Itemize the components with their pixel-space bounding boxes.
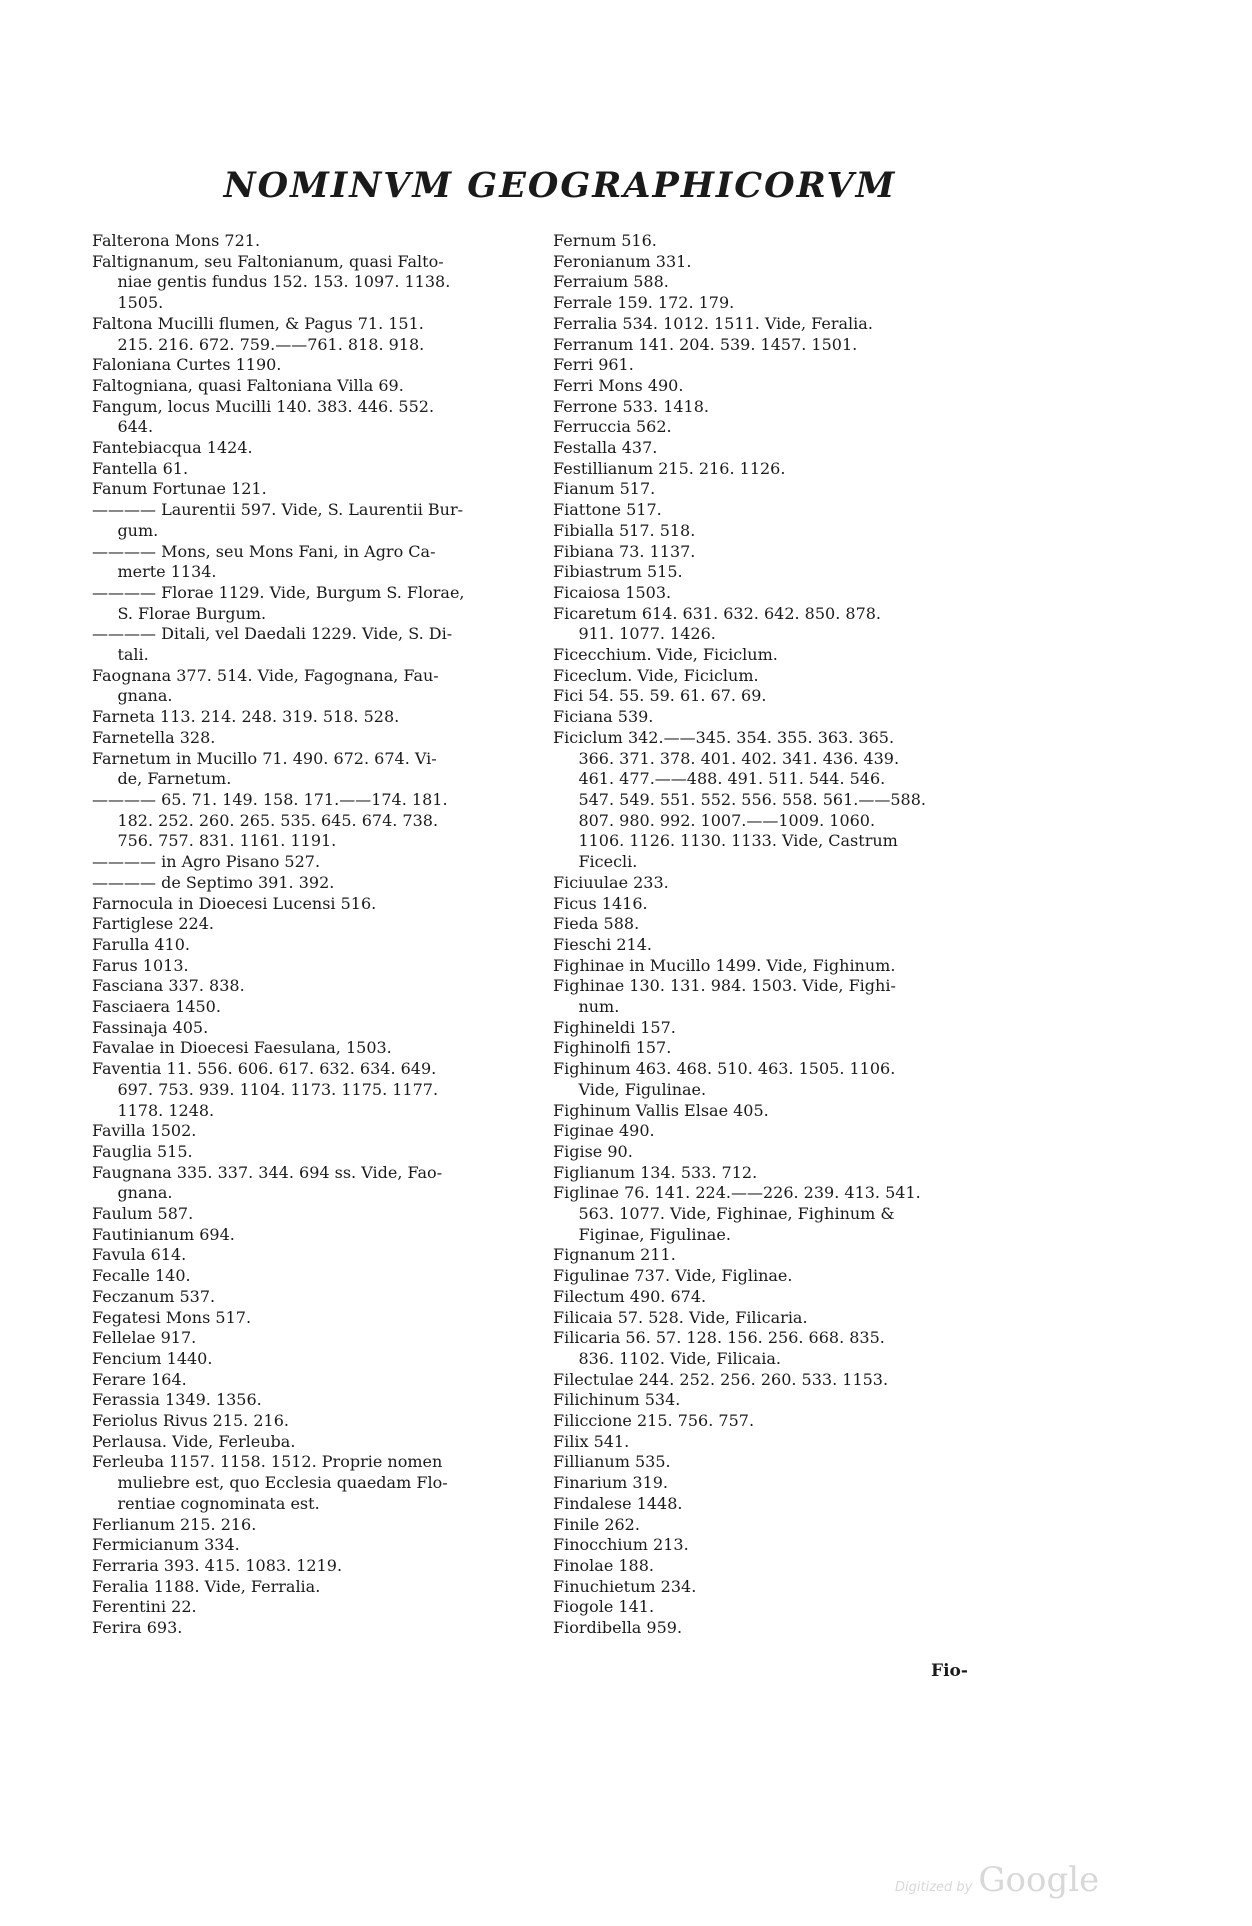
digitized-watermark bbox=[895, 1860, 1099, 1900]
index-entry: Fautinianum 694. bbox=[92, 1224, 235, 1244]
index-entry: Figlianum 134. 533. 712. bbox=[553, 1162, 758, 1182]
index-entry: Figinae 490. bbox=[553, 1121, 655, 1141]
index-entry: Fieschi 214. bbox=[553, 934, 652, 954]
index-entry: Fellelae 917. bbox=[92, 1328, 197, 1348]
index-entry: Ferraium 588. bbox=[553, 272, 669, 292]
index-entry: Ferassia 1349. 1356. bbox=[92, 1390, 262, 1410]
index-entry: Fantella 61. bbox=[92, 458, 189, 478]
index-entry: Figulinae 737. Vide, Figlinae. bbox=[553, 1266, 793, 1286]
index-entry: Fiattone 517. bbox=[553, 500, 662, 520]
index-entry: Finile 262. bbox=[553, 1514, 640, 1534]
index-entry: Faloniana Curtes 1190. bbox=[92, 355, 282, 375]
index-entry: Ferrale 159. 172. 179. bbox=[553, 293, 735, 313]
index-entry: Fermicianum 334. bbox=[92, 1535, 240, 1555]
index-column-right bbox=[553, 231, 1033, 1639]
index-entry: Fassinaja 405. bbox=[92, 1017, 209, 1037]
watermark-logo-text: Google bbox=[978, 1860, 1100, 1900]
index-entry: Filectulae 244. 252. 256. 260. 533. 1153. bbox=[553, 1369, 889, 1389]
index-entry: Faltignanum, seu Faltonianum, quasi Falto- niae gentis fundus 152. 153. 1097. 1138. 1505. bbox=[92, 251, 451, 313]
index-entry: Fernum 516. bbox=[553, 231, 657, 250]
index-entry: Farus 1013. bbox=[92, 955, 189, 975]
index-entry: Farnocula in Dioecesi Lucensi 516. bbox=[92, 893, 377, 913]
index-entry: Fighinum 463. 468. 510. 463. 1505. 1106. Vide, Figulinae. bbox=[553, 1059, 896, 1099]
index-column-left bbox=[92, 231, 547, 1639]
index-entry: Farulla 410. bbox=[92, 934, 190, 954]
index-entry: Fieda 588. bbox=[553, 914, 640, 934]
index-entry: Fighineldi 157. bbox=[553, 1017, 676, 1037]
index-entry: Ferrone 533. 1418. bbox=[553, 396, 709, 416]
index-entry: Fanum Fortunae 121. bbox=[92, 479, 267, 499]
index-entry: Faognana 377. 514. Vide, Fagognana, Fau- gnana. bbox=[92, 665, 439, 706]
index-entry: Finarium 319. bbox=[553, 1473, 669, 1493]
index-entry: Fibiana 73. 1137. bbox=[553, 541, 696, 561]
index-entry: Fangum, locus Mucilli 140. 383. 446. 552. 644. bbox=[92, 396, 435, 437]
index-entry: Faltogniana, quasi Faltoniana Villa 69. bbox=[92, 375, 404, 395]
index-entry: Fauglia 515. bbox=[92, 1141, 193, 1161]
index-entry: Ficaiosa 1503. bbox=[553, 582, 672, 602]
index-entry: Feralia 1188. Vide, Ferralia. bbox=[92, 1576, 321, 1596]
index-entry: Filectum 490. 674. bbox=[553, 1286, 707, 1306]
index-entry: Figlinae 76. 141. 224.——226. 239. 413. 541. 563. 1077. Vide, Fighinae, Fighinum & Figinae, Figulinae. bbox=[553, 1183, 921, 1244]
watermark-small-text: Digitized by bbox=[895, 1880, 973, 1895]
index-entry: Fiogole 141. bbox=[553, 1597, 655, 1617]
index-entry: Fignanum 211. bbox=[553, 1245, 676, 1265]
index-entry: ———— 65. 71. 149. 158. 171.——174. 181. 182. 252. 260. 265. 535. 645. 674. 738. 756. 757. 831. 1161. 1191. bbox=[92, 789, 448, 851]
index-entry: Filix 541. bbox=[553, 1431, 630, 1451]
index-entry: Favalae in Dioecesi Faesulana, 1503. bbox=[92, 1038, 392, 1058]
index-entry: Ficiana 539. bbox=[553, 707, 654, 727]
index-entry: Ficiclum 342.——345. 354. 355. 363. 365. 366. 371. 378. 401. 402. 341. 436. 439. 461. 477.——488. 491. 511. 544. 546. 547. 549. 551. 552. 556. 558. 561.——588. 807. 980. 992. 1007.——1009. 1060. 1106. 1126. 1130. 1133. Vide, Castrum Ficecli. bbox=[553, 727, 926, 872]
index-entry: Ferentini 22. bbox=[92, 1597, 197, 1617]
index-entry: Fecalle 140. bbox=[92, 1266, 191, 1286]
index-entry: Finuchietum 234. bbox=[553, 1576, 697, 1596]
index-entry: Ficus 1416. bbox=[553, 893, 648, 913]
index-entry: Fegatesi Mons 517. bbox=[92, 1307, 252, 1327]
index-entry: Ferare 164. bbox=[92, 1369, 187, 1389]
index-entry: Finocchium 213. bbox=[553, 1535, 689, 1555]
index-entry: Farneta 113. 214. 248. 319. 518. 528. bbox=[92, 707, 400, 727]
index-entry: Filichinum 534. bbox=[553, 1390, 681, 1410]
index-entry: Fici 54. 55. 59. 61. 67. 69. bbox=[553, 686, 767, 706]
catchword: Fio- bbox=[931, 1661, 968, 1681]
index-entry: Fibialla 517. 518. bbox=[553, 520, 696, 540]
index-entry: Feczanum 537. bbox=[92, 1286, 216, 1306]
index-entry: ———— Laurentii 597. Vide, S. Laurentii Bur- gum. bbox=[92, 500, 464, 540]
index-entry: Festillianum 215. 216. 1126. bbox=[553, 458, 786, 478]
index-entry: Faulum 587. bbox=[92, 1204, 194, 1224]
index-entry: ———— Mons, seu Mons Fani, in Agro Ca- merte 1134. bbox=[92, 541, 436, 582]
index-entry: Fasciana 337. 838. bbox=[92, 976, 245, 996]
index-entry: Findalese 1448. bbox=[553, 1493, 683, 1513]
index-entry: Favula 614. bbox=[92, 1245, 187, 1265]
index-entry: Filiccione 215. 756. 757. bbox=[553, 1411, 755, 1431]
index-entry: ———— de Septimo 391. 392. bbox=[92, 872, 335, 892]
index-entry: Fantebiacqua 1424. bbox=[92, 438, 253, 458]
index-entry: Ficeclum. Vide, Ficiclum. bbox=[553, 665, 759, 685]
index-entry: Fasciaera 1450. bbox=[92, 997, 221, 1017]
index-entry: Ferlianum 215. 216. bbox=[92, 1514, 257, 1534]
index-entry: Ficecchium. Vide, Ficiclum. bbox=[553, 645, 778, 665]
index-entry: Figise 90. bbox=[553, 1141, 633, 1161]
index-entry: Ficaretum 614. 631. 632. 642. 850. 878. 911. 1077. 1426. bbox=[553, 603, 882, 644]
index-entry: Festalla 437. bbox=[553, 438, 658, 458]
index-entry: Fibiastrum 515. bbox=[553, 562, 683, 582]
index-entry: Fighinae 130. 131. 984. 1503. Vide, Fighi- num. bbox=[553, 976, 896, 1017]
index-entry: Falterona Mons 721. bbox=[92, 231, 261, 250]
index-entry: ———— Florae 1129. Vide, Burgum S. Florae, S. Florae Burgum. bbox=[92, 582, 465, 623]
index-entry: Faugnana 335. 337. 344. 694 ss. Vide, Fao- gnana. bbox=[92, 1162, 443, 1203]
index-entry: Fillianum 535. bbox=[553, 1452, 671, 1472]
index-entry: Ferira 693. bbox=[92, 1618, 183, 1638]
index-entry: Faltona Mucilli flumen, & Pagus 71. 151. 215. 216. 672. 759.——761. 818. 918. bbox=[92, 313, 425, 354]
index-entry: Ferri Mons 490. bbox=[553, 375, 684, 395]
index-entry: Feronianum 331. bbox=[553, 251, 692, 271]
index-entry: Fianum 517. bbox=[553, 479, 656, 499]
index-entry: Farnetella 328. bbox=[92, 727, 216, 747]
index-entry: Fencium 1440. bbox=[92, 1348, 213, 1368]
index-entry: Favilla 1502. bbox=[92, 1121, 197, 1141]
index-entry: Ficiuulae 233. bbox=[553, 872, 669, 892]
index-entry: Filicaria 56. 57. 128. 156. 256. 668. 835. 836. 1102. Vide, Filicaia. bbox=[553, 1328, 885, 1368]
index-entry: Ferranum 141. 204. 539. 1457. 1501. bbox=[553, 334, 858, 354]
page-title: NOMINVM GEOGRAPHICORVM bbox=[223, 165, 897, 206]
index-entry: Fighinae in Mucillo 1499. Vide, Fighinum. bbox=[553, 955, 896, 975]
index-entry: Filicaia 57. 528. Vide, Filicaria. bbox=[553, 1307, 808, 1327]
index-entry: Ferri 961. bbox=[553, 355, 634, 375]
index-entry: Ferralia 534. 1012. 1511. Vide, Feralia. bbox=[553, 313, 873, 333]
index-entry: ———— Ditali, vel Daedali 1229. Vide, S. Di- tali. bbox=[92, 624, 453, 665]
index-entry: Ferleuba 1157. 1158. 1512. Proprie nomen muliebre est, quo Ecclesia quaedam Flo- rentiae cognominata est. bbox=[92, 1452, 448, 1513]
index-entry: Ferruccia 562. bbox=[553, 417, 672, 437]
index-entry: Fighinum Vallis Elsae 405. bbox=[553, 1100, 769, 1120]
index-entry: Feriolus Rivus 215. 216. bbox=[92, 1411, 289, 1431]
index-entry: Faventia 11. 556. 606. 617. 632. 634. 649. 697. 753. 939. 1104. 1173. 1175. 1177. 1178. 1248. bbox=[92, 1059, 439, 1120]
index-entry: Farnetum in Mucillo 71. 490. 672. 674. Vi- de, Farnetum. bbox=[92, 748, 437, 789]
index-entry: Perlausa. Vide, Ferleuba. bbox=[92, 1431, 296, 1451]
index-entry: ———— in Agro Pisano 527. bbox=[92, 852, 321, 872]
index-entry: Fiordibella 959. bbox=[553, 1618, 683, 1638]
index-entry: Fighinolfi 157. bbox=[553, 1038, 672, 1058]
index-entry: Fartiglese 224. bbox=[92, 914, 214, 934]
index-entry: Finolae 188. bbox=[553, 1556, 654, 1575]
index-entry: Ferraria 393. 415. 1083. 1219. bbox=[92, 1556, 343, 1575]
